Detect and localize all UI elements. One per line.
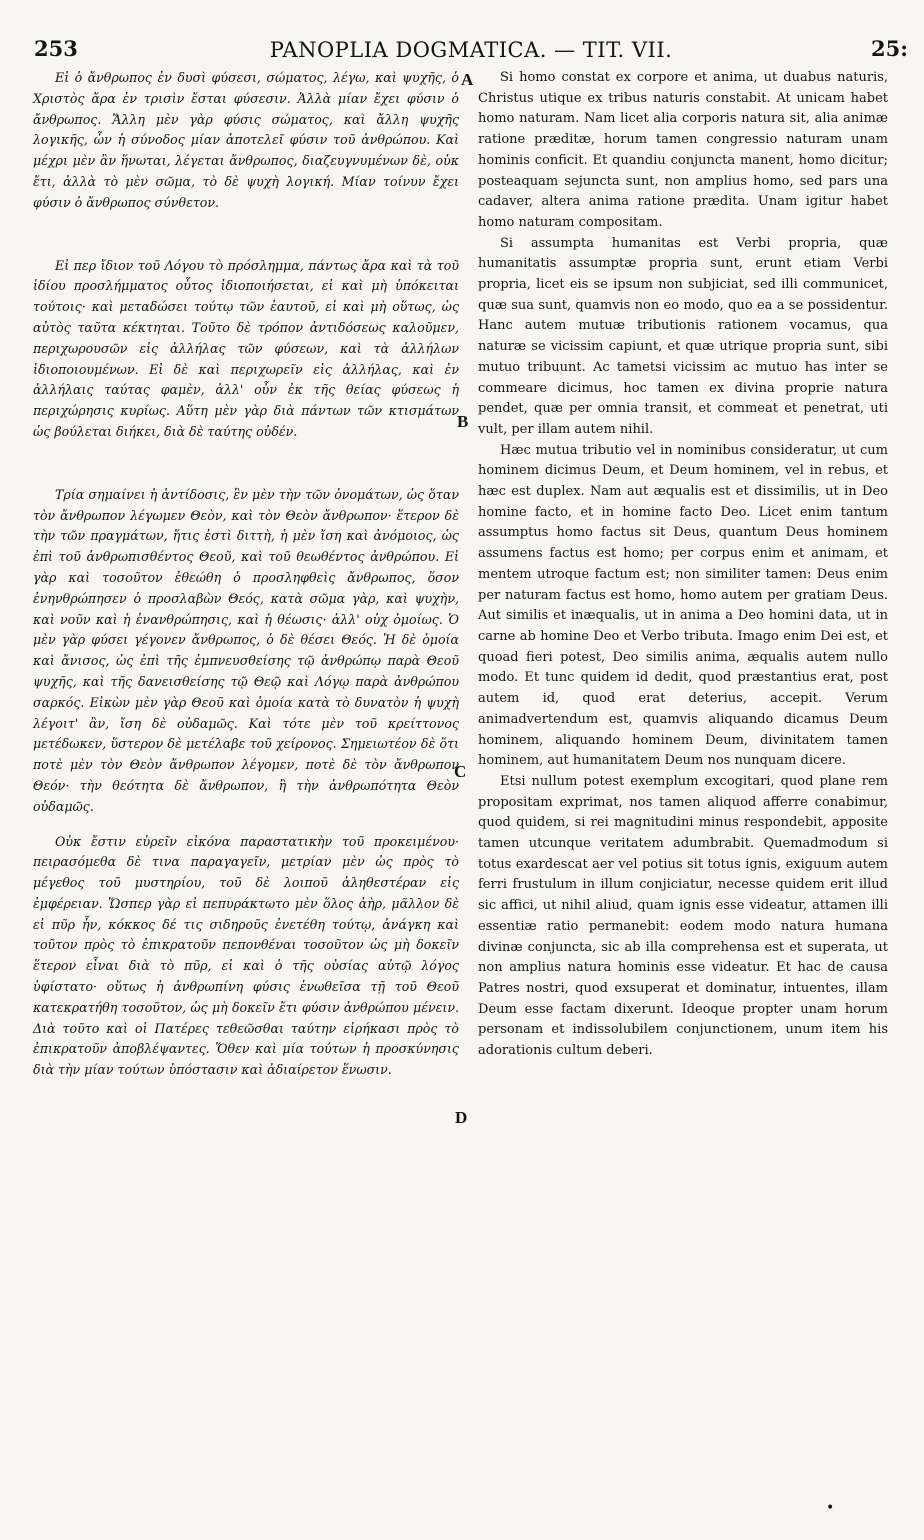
page-number-left: 253 xyxy=(34,36,78,61)
latin-paragraph-1: Si homo constat ex corpore et anima, ut duabus naturis, Christus utique ex tribus naturis constabit. At unicam habet homo naturam. Nam licet alia corporis natura sit, alia animæ ratione præditæ, horum tamen congressio naturam unam hominis conficit. Et quandiu conjuncta manent, homo dicitur; posteaquam sejuncta sunt, non amplius homo, sed pars una cadaver, altera anima ratione prædita. Unam igitur habet homo naturam compositam. xyxy=(478,70,888,230)
greek-paragraph-1: Εἰ ὁ ἄνθρωπος ἐν δυσὶ φύσεσι, σώματος, λέγω, καὶ ψυχῆς, ὁ Χριστὸς ἄρα ἐν τρισὶν ἔσται φύσεσιν. Ἀλλὰ μίαν ἔχει φύσιν ὁ ἄνθρωπος. Ἄλλη μὲν γὰρ φύσις σώματος, καὶ ἄλλη ψυχῆς λογικῆς, ὧν ἡ σύνοδος μίαν ἀποτελεῖ φύσιν τοῦ ἀνθρώπου. Καὶ μέχρι μὲν ἂν ἥνωται, λέγεται ἄνθρωπος, διαζευγνυμένων δὲ, οὐκ ἔτι, ἀλλὰ τὸ μὲν σῶμα, τὸ δὲ ψυχὴ λογική. Μίαν τοίνυν ἔχει φύσιν ὁ ἄνθρωπος σύνθετον. xyxy=(33,70,459,210)
greek-column xyxy=(33,68,459,1081)
latin-paragraph-3: Hæc mutua tributio vel in nominibus consideratur, ut cum hominem dicimus Deum, et Deum hominem, vel in rebus, et hæc est duplex. Nam aut æqualis est et dissimilis, ut in Deo homine facto, et in homine facto Deo. Licet enim tantum assumptus homo factus sit Deus, quantum Deus hominem assumens factus est homo; per corpus enim et animam, et mentem utroque factum est; non similiter tamen: Deus enim per naturam factus est homo, homo autem per gratiam Deus. Aut similis et inæqualis, ut in anima a Deo homini data, ut in carne ab homine Deo et Verbo tributa. Imago enim Dei est, et quoad fieri potest, Deo similis anima, æqualis autem nullo modo. Et tunc quidem id dedit, quod præstantius erat, post autem id, quod erat deterius, accepit. Verum animadvertendum est, quamvis aliquando dicamus Deum hominem, aliquando hominem Deum, divinitatem tamen hominem, aut humanitatem Deum nos nunquam dicere. xyxy=(478,442,888,769)
greek-paragraph-2: Εἰ περ ἴδιον τοῦ Λόγου τὸ πρόσλημμα, πάντως ἄρα καὶ τὰ τοῦ ἰδίου προσλήμματος οὗτος ἰδιοποιήσεται, εἰ καὶ μὴ ὑπόκειται τούτοις· καὶ μεταδώσει τούτῳ τῶν ἑαυτοῦ, εἰ καὶ μὴ οὕτως, ὡς αὐτὸς ταῦτα κέκτηται. Τοῦτο δὲ τρόπον ἀντιδόσεως καλοῦμεν, περιχωρουσῶν εἰς ἀλλήλας τῶν φύσεων, καὶ τὰ ἀλλήλων ἰδιοποιουμένων. Εἰ δὲ καὶ περιχωρεῖν εἰς ἀλλήλας, καὶ ἐν ἀλλήλαις ταύτας φαμὲν, ἀλλ' οὖν ἐκ τῆς θείας φύσεως ἡ περιχώρησις κυρίως. Αὕτη μὲν γὰρ διὰ πάντων τῶν κτισμάτων ὡς βούλεται διήκει, διὰ δὲ ταύτης οὐδέν. xyxy=(33,257,459,439)
footer-mark: • xyxy=(826,1500,835,1516)
running-title: PANOPLIA DOGMATICA. — TIT. VII. xyxy=(269,38,673,62)
latin-paragraph-2: Si assumpta humanitas est Verbi propria, quæ humanitatis assumptæ propria sunt, erunt etiam Verbi propria, licet eis se ipsum non subjiciat, sed illi communicet, quæ sua sunt, quamvis non eo modo, quo ea a se possidentur. Hanc autem mutuæ tributionis rationem vocamus, qua naturæ se vicissim capiunt, et quæ utrique propria sunt, sibi mutuo tribuunt. Ac tametsi vicissim ac mutuo has inter se commeare dicimus, hoc tamen ex divina proprie natura pendet, quæ per omnia transit, et commeat et penetrat, uti vult, per illam autem nihil. xyxy=(478,235,888,437)
page-number-right: 25: xyxy=(871,36,908,61)
margin-marker-d: D xyxy=(455,1108,468,1127)
margin-marker-c: C xyxy=(454,762,467,781)
page-header xyxy=(30,36,912,66)
latin-paragraph-4: Etsi nullum potest exemplum excogitari, quod plane rem propositam exprimat, nos tamen aliquod afferre conabimur, quod quidem, si rei magnitudini minus respondebit, apposite tamen utcunque veritatem adumbrabit. Quemadmodum si totus exardescat aer vel potius sit totus ignis, exiguum autem ferri frustulum in illum conjiciatur, necesse quidem erit illud sic affici, ut nihil aliud, quam ignis esse videatur, attamen illi essentiæ ratio permanebit: eodem modo natura humana divinæ conjuncta, sic ab illa comprehensa est et superata, ut non amplius natura hominis esse videatur. Et hac de causa Patres nostri, quod exsuperat et dominatur, intuentes, illam Deum esse factam dixerunt. Ideoque propter unam horum personam et indissolubilem conjunctionem, unum item his adorationis cultum deberi. xyxy=(478,773,888,1059)
greek-paragraph-3: Τρία σημαίνει ἡ ἀντίδοσις, ἓν μὲν τὴν τῶν ὀνομάτων, ὡς ὅταν τὸν ἄνθρωπον λέγωμεν Θεὸν, καὶ τὸν Θεὸν ἄνθρωπον· ἕτερον δὲ τὴν τῶν πραγμάτων, ἥτις ἐστὶ διττὴ, ἡ μὲν ἴση καὶ ἀνόμοιος, ὡς ἐπὶ τοῦ ἀνθρωπισθέντος Θεοῦ, καὶ τοῦ θεωθέντος ἀνθρώπου. Εἰ γὰρ καὶ τοσοῦτον ἐθεώθη ὁ προσληφθεὶς ἄνθρωπος, ὅσον ἐνηνθρώπησεν ὁ προσλαβὼν Θεός, κατὰ σῶμα γὰρ, καὶ ψυχὴν, καὶ νοῦν καὶ ἡ ἐνανθρώπησις, καὶ ἡ θέωσις· ἀλλ' οὐχ ὁμοίως. Ὁ μὲν γὰρ φύσει γέγονεν ἄνθρωπος, ὁ δὲ θέσει Θεός. Ἡ δὲ ὁμοία καὶ ἄνισος, ὡς ἐπὶ τῆς ἐμπνευσθείσης τῷ ἀνθρώπῳ παρὰ Θεοῦ ψυχῆς, καὶ τῆς δανεισθείσης τῷ Θεῷ καὶ Λόγῳ παρὰ ἀνθρώπου σαρκός. Εἰκὼν μὲν γὰρ Θεοῦ καὶ ὁμοία κατὰ τὸ δυνατὸν ἡ ψυχὴ λέγοιτ' ἂν, ἴση δὲ οὐδαμῶς. Καὶ τότε μὲν τοῦ κρείττονος μετέδωκεν, ὕστερον δὲ μετέλαβε τοῦ χείρονος. Σημειωτέον δὲ ὅτι ποτὲ μὲν τὸν Θεὸν ἄνθρωπον λέγομεν, ποτὲ δὲ τὸν ἄνθρωπον Θεόν· τὴν θεότητα δὲ ἄνθρωπον, ἢ τὴν ἀνθρωπότητα Θεὸν οὐδαμῶς. xyxy=(33,486,459,814)
margin-marker-b: B xyxy=(457,412,469,431)
latin-column xyxy=(478,68,888,1062)
greek-paragraph-4: Οὐκ ἔστιν εὑρεῖν εἰκόνα παραστατικὴν τοῦ προκειμένου· πειρασόμεθα δὲ τινα παραγαγεῖν, μετρίαν μὲν ὡς πρὸς τὸ μέγεθος τοῦ μυστηρίου, τοῦ δὲ λοιποῦ ἀληθεστέραν εἰς ἐμφέρειαν. Ὥσπερ γὰρ εἰ πεπυράκτωτο μὲν ὅλος ἀὴρ, μᾶλλον δὲ εἰ πῦρ ἦν, κόκκος δέ τις σιδηροῦς ἐνετέθη τούτῳ, ἀνάγκη καὶ τοῦτον πρὸς τὸ ἐπικρατοῦν πεπονθέναι τοσοῦτον ὡς μὴ δοκεῖν ἕτερον εἶναι διὰ τὸ πῦρ, εἰ καὶ ὁ τῆς οὐσίας αὐτῷ λόγος ὑφίστατο· οὕτως ἡ ἀνθρωπίνη φύσις ἑνωθεῖσα τῇ τοῦ Θεοῦ κατεκρατήθη τοσοῦτον, ὡς μὴ δοκεῖν ἔτι φύσιν ἀνθρώπου μένειν. Διὰ τοῦτο καὶ οἱ Πατέρες τεθεῶσθαι ταύτην εἰρήκασι πρὸς τὸ ἐπικρατοῦν ἀποβλέψαντες. Ὅθεν καὶ μία τούτων ἡ προσκύνησις διὰ τὴν μίαν τούτων ὑπόστασιν καὶ ἀδιαίρετον ἕνωσιν. xyxy=(33,833,459,1078)
margin-marker-a: A xyxy=(461,70,474,89)
